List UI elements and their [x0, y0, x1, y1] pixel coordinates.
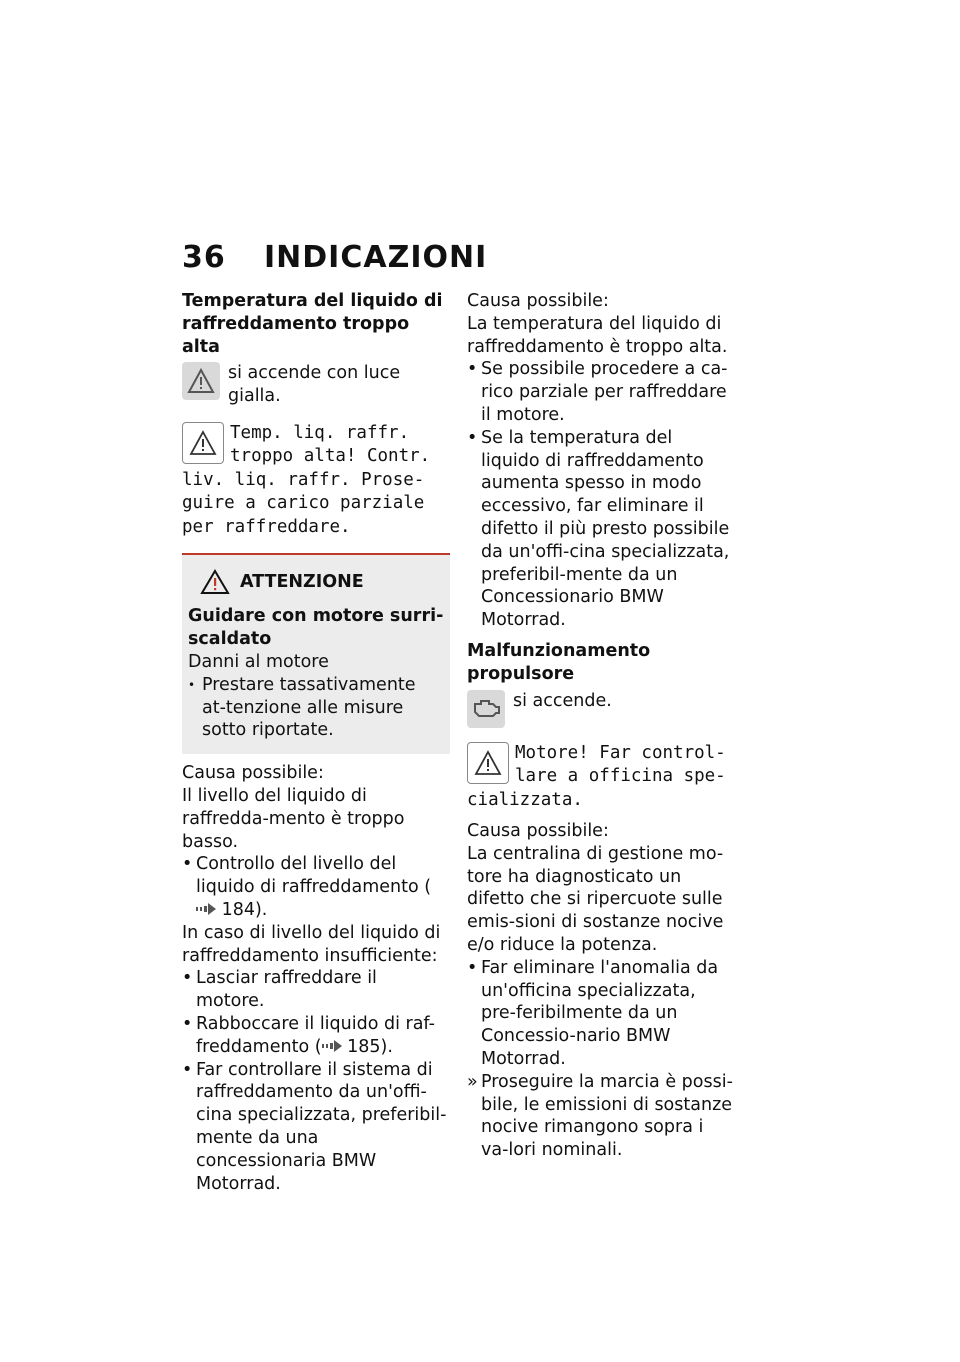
- list-item: • Prestare tassativamente at-tenzione alle misure sotto riportate.: [188, 674, 444, 742]
- general-warning-icon: [182, 422, 224, 464]
- page-ref[interactable]: 184: [221, 900, 255, 921]
- message-line: Temp. liq. raffr.: [230, 422, 410, 443]
- engine-check-icon: [467, 690, 505, 728]
- warning-lamp-icon: [182, 362, 220, 400]
- section-heading-coolant: Temperatura del liquido di raffreddamento troppo alta: [182, 291, 443, 357]
- message-line: cializzata.: [467, 789, 583, 810]
- message-line: lare a officina spe-: [515, 766, 726, 787]
- lamp-description: si accende.: [513, 690, 612, 711]
- attention-box: [182, 555, 450, 754]
- page-ref-arrow-icon[interactable]: [322, 1040, 342, 1052]
- list-item: • Se possibile procedere a ca-rico parziale per raffreddare il motore.: [467, 358, 735, 426]
- cause-label: Causa possibile:: [467, 821, 609, 842]
- engine-lamp-row: [467, 690, 735, 728]
- insufficient-text: In caso di livello del liquido di raffreddamento insufficiente:: [182, 922, 441, 966]
- list-item: • Controllo del livello del liquido di raffreddamento ( 184).: [182, 853, 450, 921]
- display-message: [182, 422, 450, 540]
- list-item: • Rabboccare il liquido di raf-freddamento ( 185).: [182, 1013, 450, 1059]
- left-column: [182, 290, 450, 1195]
- cause-text: La temperatura del liquido di raffreddamento è troppo alta.: [467, 313, 728, 357]
- list-item: • Lasciar raffreddare il motore.: [182, 967, 450, 1013]
- result-item: » Proseguire la marcia è possi-bile, le emissioni di sostanze nocive rimangono sopra i va-lori nominali.: [467, 1071, 735, 1162]
- general-warning-icon: [467, 742, 509, 784]
- message-line: Motore! Far control-: [515, 742, 726, 763]
- cause-text: La centralina di gestione mo-tore ha diagnosticato un difetto che si ripercuote sulle emis-sioni di sostanze nocive e/o riduce la potenza.: [467, 843, 724, 956]
- list-item: • Far eliminare l'anomalia da un'officina specializzata, pre-feribilmente da un Concessio-nario BMW Motorrad.: [467, 957, 735, 1071]
- attention-icon: [200, 569, 230, 595]
- attention-text: Danni al motore: [188, 652, 329, 673]
- lamp-description: si accende con luce gialla.: [228, 363, 401, 407]
- page-number: 36: [182, 240, 226, 275]
- section-heading-engine: Malfunzionamento propulsore: [467, 640, 651, 684]
- page-ref[interactable]: 185: [347, 1036, 381, 1057]
- page-header: [182, 240, 487, 275]
- cause-text: Il livello del liquido di raffredda-mento è troppo basso.: [182, 786, 405, 852]
- cause-label: Causa possibile:: [182, 763, 324, 784]
- list-item: • Far controllare il sistema di raffreddamento da un'offi-cina specializzata, preferibil-mente da una concessionaria BMW Motorrad.: [182, 1059, 450, 1196]
- chapter-title: INDICAZIONI: [264, 240, 488, 275]
- message-line: liv. liq. raffr. Prose-: [182, 469, 425, 490]
- page-ref-arrow-icon[interactable]: [196, 903, 216, 915]
- warning-lamp-row: [182, 362, 450, 408]
- cause-label: Causa possibile:: [467, 291, 609, 311]
- message-line: per raffreddare.: [182, 516, 351, 537]
- display-message: [467, 742, 735, 813]
- list-item: • Se la temperatura del liquido di raffreddamento aumenta spesso in modo eccessivo, far eliminare il difetto il più presto possibile da un'offi-cina specializzata, preferibil-mente da un Concessionario BMW Motorrad.: [467, 427, 735, 632]
- message-line: guire a carico parziale: [182, 493, 425, 514]
- right-column: [467, 290, 735, 1162]
- message-line: troppo alta! Contr.: [230, 446, 431, 467]
- attention-heading: Guidare con motore surri-scaldato: [188, 606, 444, 650]
- attention-title: ATTENZIONE: [200, 569, 444, 595]
